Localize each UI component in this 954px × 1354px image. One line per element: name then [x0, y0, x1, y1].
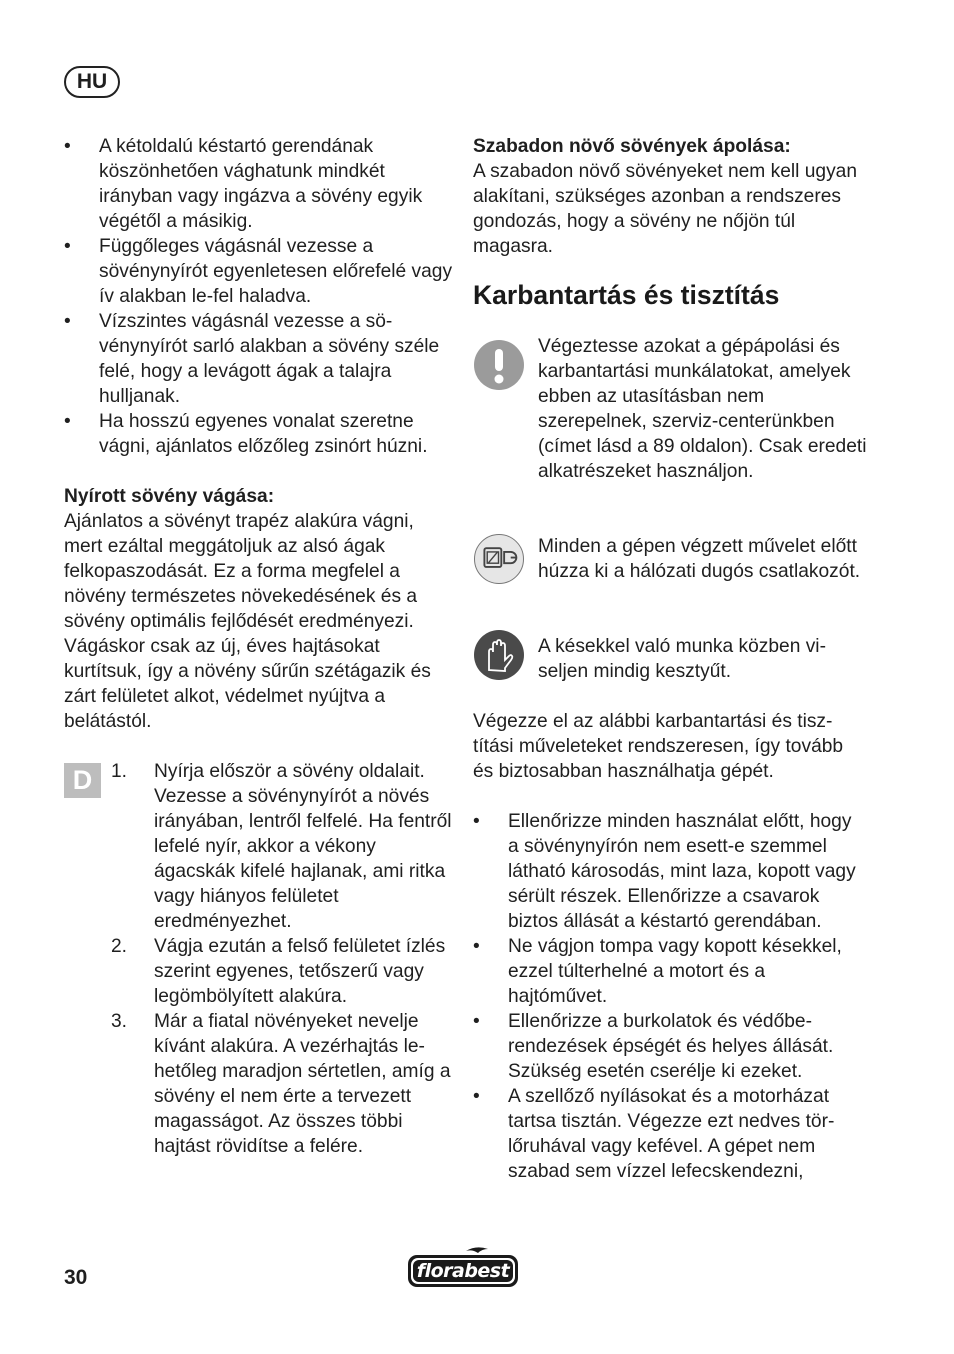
- list-item: • Vízszintes vágásnál vezesse a sövénynyírót sarló alakban a sövény széle felé, hogy a levágott ágak a talajra hulljanak.: [64, 311, 440, 407]
- right-column-top: [473, 134, 865, 259]
- bullet-marker: •: [473, 1086, 480, 1107]
- list-item: • A kétoldalú késtartó gerendának köszönhetően vághatunk mindkét irányban vagy ingázva a sövény egyik végétől a másikig.: [64, 136, 423, 232]
- step-item: 3. Már a fiatal növényeket nevelje kívánt alakúra. A vezérhajtás lehetőleg maradjon sértetlen, amíg a sövény el nem érte a tervezett magasságot. Az összes többi hajtást rövidítse a felére.: [111, 1011, 451, 1157]
- trimmed-hedge-heading: Nyírott sövény vágása:: [64, 486, 275, 507]
- page-number: 30: [64, 1266, 88, 1289]
- step-number: 1.: [111, 761, 128, 782]
- free-hedge-text: A szabadon növő sövényeket nem kell ugyan alakítani, szükséges azonban a rendszeres gondozás, hogy a sövény ne nőjön túl magasra.: [473, 161, 858, 257]
- notice-gloves-text: A késekkel való munka közben viseljen mindig kesztyűt.: [538, 636, 826, 682]
- brand-logo: [406, 1245, 520, 1291]
- exclamation-icon: [474, 340, 524, 390]
- bullet-marker: •: [473, 1011, 480, 1032]
- bullet-marker: •: [64, 236, 71, 257]
- bullet-marker: •: [473, 936, 480, 957]
- section-title: Karbantartás és tisztítás: [473, 280, 780, 310]
- step-number: 3.: [111, 1011, 128, 1032]
- list-item: • Függőleges vágásnál vezesse a sövénynyírót egyenletesen előrefelé vagy ív alakban le-fel haladva.: [64, 236, 453, 307]
- free-hedge-heading: Szabadon növő sövények ápolása:: [473, 136, 791, 157]
- maintenance-intro: Végezze el az alábbi karbantartási és tisztítási műveleteket rendszeresen, így tovább és biztosabban használhatja gépét.: [473, 711, 844, 782]
- left-column: [64, 134, 454, 734]
- right-column-bottom: [473, 709, 865, 1184]
- maintenance-list: [473, 809, 865, 1184]
- step-number: 2.: [111, 936, 128, 957]
- steps-container: [111, 759, 454, 1159]
- steps-list: [111, 759, 454, 1159]
- list-item: • Ellenőrizze minden használat előtt, hogy a sövénynyírón nem esett-e szemmel látható károsodás, mint laza, kopott vagy sérült részek. Ellenőrizze a csavarok biztos állását a késtartó gerendában.: [473, 811, 856, 932]
- bullet-marker: •: [473, 811, 480, 832]
- step-item: 1. Nyírja először a sövény oldalait. Vezesse a sövénynyírót a növés irányában, lentről felfelé. Ha fentről lefelé nyír, akkor a vékony ágacskák kifelé hajlanak, ami ritka vagy hiányos felületet eredményezhet.: [111, 761, 452, 932]
- trimmed-hedge-text: Ajánlatos a sövényt trapéz alakúra vágni, mert ezáltal meggátoljuk az alsó ágak felkopaszodását. Ez a forma megfelel a növény természetes növekedésének és a sövény optimális fejlődését eredményezi. Vágáskor csak az új, éves hajtásokat kurtítsuk, így a növény sűrűn szétágazik és zárt felületet alkot, védelmet nyújtva a belátástól.: [64, 511, 431, 732]
- notice-service-text: Végeztesse azokat a gépápolási és karbantartási munkálatokat, amelyek ebben az utasításban nem szerepelnek, szerviz-centerünkben (címet lásd a 89 oldalon). Csak eredeti alkatrészeket használjon.: [538, 336, 867, 482]
- list-item: • Ha hosszú egyenes vonalat szeretne vágni, ajánlatos előzőleg zsinórt húzni.: [64, 411, 428, 457]
- step-item: 2. Vágja ezután a felső felületet ízlés szerint egyenes, tetőszerű vagy legömbölyített alakúra.: [111, 936, 446, 1007]
- figure-reference-badge: D: [64, 763, 101, 798]
- brand-name: florabest: [416, 1260, 510, 1282]
- bullet-marker: •: [64, 311, 71, 332]
- list-item: • A szellőző nyílásokat és a motorházat tartsa tisztán. Végezze ezt nedves törlőruhával vagy kefével. A gépet nem szabad sem vízzel lefecskendezni,: [473, 1086, 835, 1182]
- list-item: • Ne vágjon tompa vagy kopott késekkel, ezzel túlterhelné a motort és a hajtóművet.: [473, 936, 842, 1007]
- bullet-marker: •: [64, 411, 71, 432]
- cutting-tips-list: [64, 134, 454, 459]
- gloves-icon: [474, 630, 524, 680]
- bullet-marker: •: [64, 136, 71, 157]
- notice-unplug-text: Minden a gépen végzett művelet előtt húzza ki a hálózati dugós csatlakozót.: [538, 536, 861, 582]
- language-badge: HU: [64, 66, 120, 98]
- unplug-icon: [474, 534, 524, 584]
- list-item: • Ellenőrizze a burkolatok és védőberendezések épségét és helyes állását. Szükség esetén cserélje ki ezeket.: [473, 1011, 834, 1082]
